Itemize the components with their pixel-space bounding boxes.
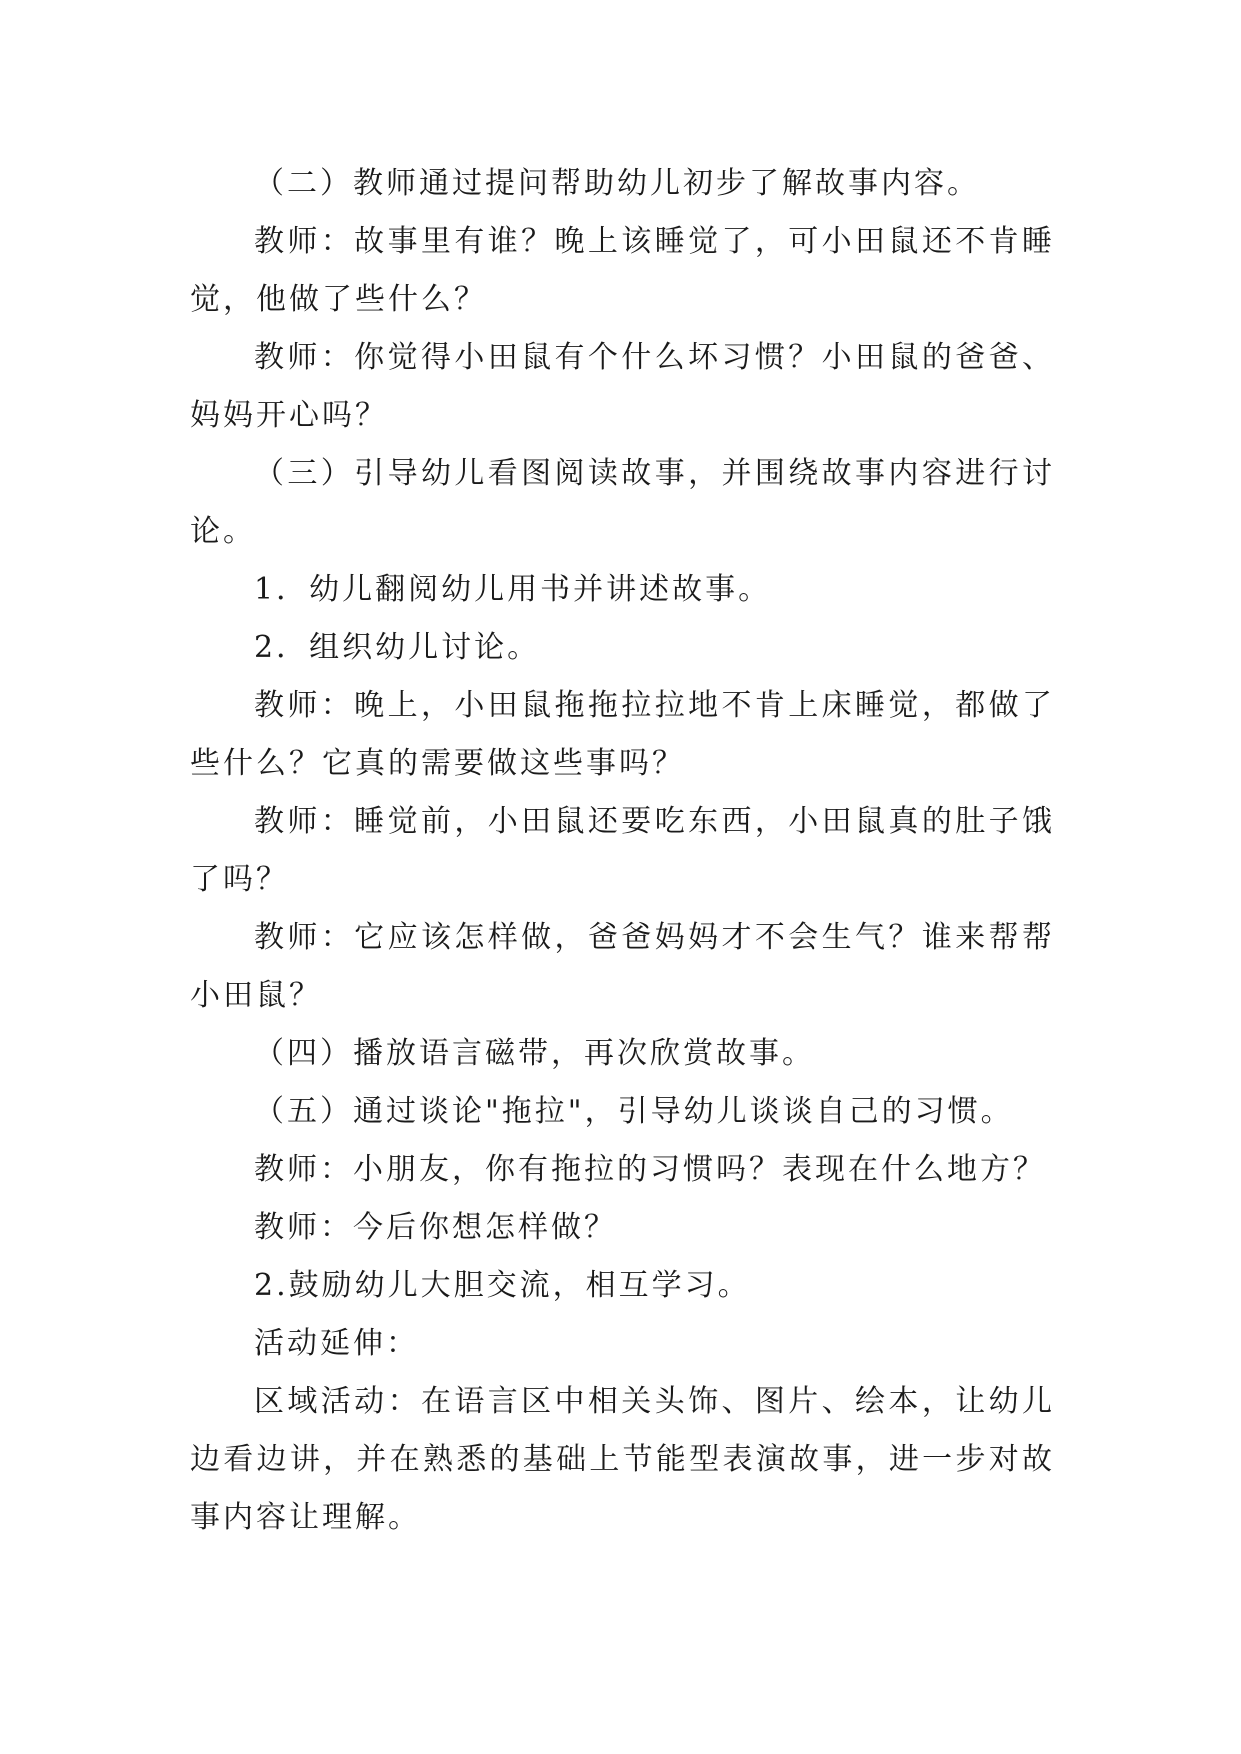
document-body: [190, 155, 1055, 1547]
paragraph-teacher-question-7: 教师：今后你想怎样做？: [254, 1210, 617, 1245]
paragraph-step-2: 2．组织幼儿讨论。: [254, 630, 541, 665]
paragraph-teacher-question-5: 教师：它应该怎样做，爸爸妈妈才不会生气？谁来帮帮小田鼠？: [190, 920, 1055, 1013]
paragraph-teacher-question-6: 教师：小朋友，你有拖拉的习惯吗？表现在什么地方？: [254, 1152, 1046, 1187]
paragraph-section-5-heading: （五）通过谈论"拖拉"，引导幼儿谈谈自己的习惯。: [254, 1094, 1014, 1129]
paragraph-step-1: 1．幼儿翻阅幼儿用书并讲述故事。: [254, 572, 772, 607]
paragraph-section-3-heading: （三）引导幼儿看图阅读故事，并围绕故事内容进行讨论。: [190, 456, 1055, 549]
paragraph-section-2-heading: （二）教师通过提问帮助幼儿初步了解故事内容。: [254, 166, 980, 201]
paragraph-area-activity: 区域活动：在语言区中相关头饰、图片、绘本，让幼儿边看边讲，并在熟悉的基础上节能型表演故事，进一步对故事内容让理解。: [190, 1384, 1055, 1535]
paragraph-encourage: 2.鼓励幼儿大胆交流，相互学习。: [254, 1268, 751, 1303]
paragraph-teacher-question-4: 教师：睡觉前，小田鼠还要吃东西，小田鼠真的肚子饿了吗？: [190, 804, 1055, 897]
paragraph-section-4-heading: （四）播放语言磁带，再次欣赏故事。: [254, 1036, 815, 1071]
paragraph-teacher-question-1: 教师：故事里有谁？晚上该睡觉了，可小田鼠还不肯睡觉，他做了些什么？: [190, 224, 1055, 317]
paragraph-teacher-question-2: 教师：你觉得小田鼠有个什么坏习惯？小田鼠的爸爸、妈妈开心吗？: [190, 340, 1055, 433]
paragraph-extension-heading: 活动延伸：: [254, 1326, 419, 1361]
paragraph-teacher-question-3: 教师：晚上，小田鼠拖拖拉拉地不肯上床睡觉，都做了些什么？它真的需要做这些事吗？: [190, 688, 1055, 781]
